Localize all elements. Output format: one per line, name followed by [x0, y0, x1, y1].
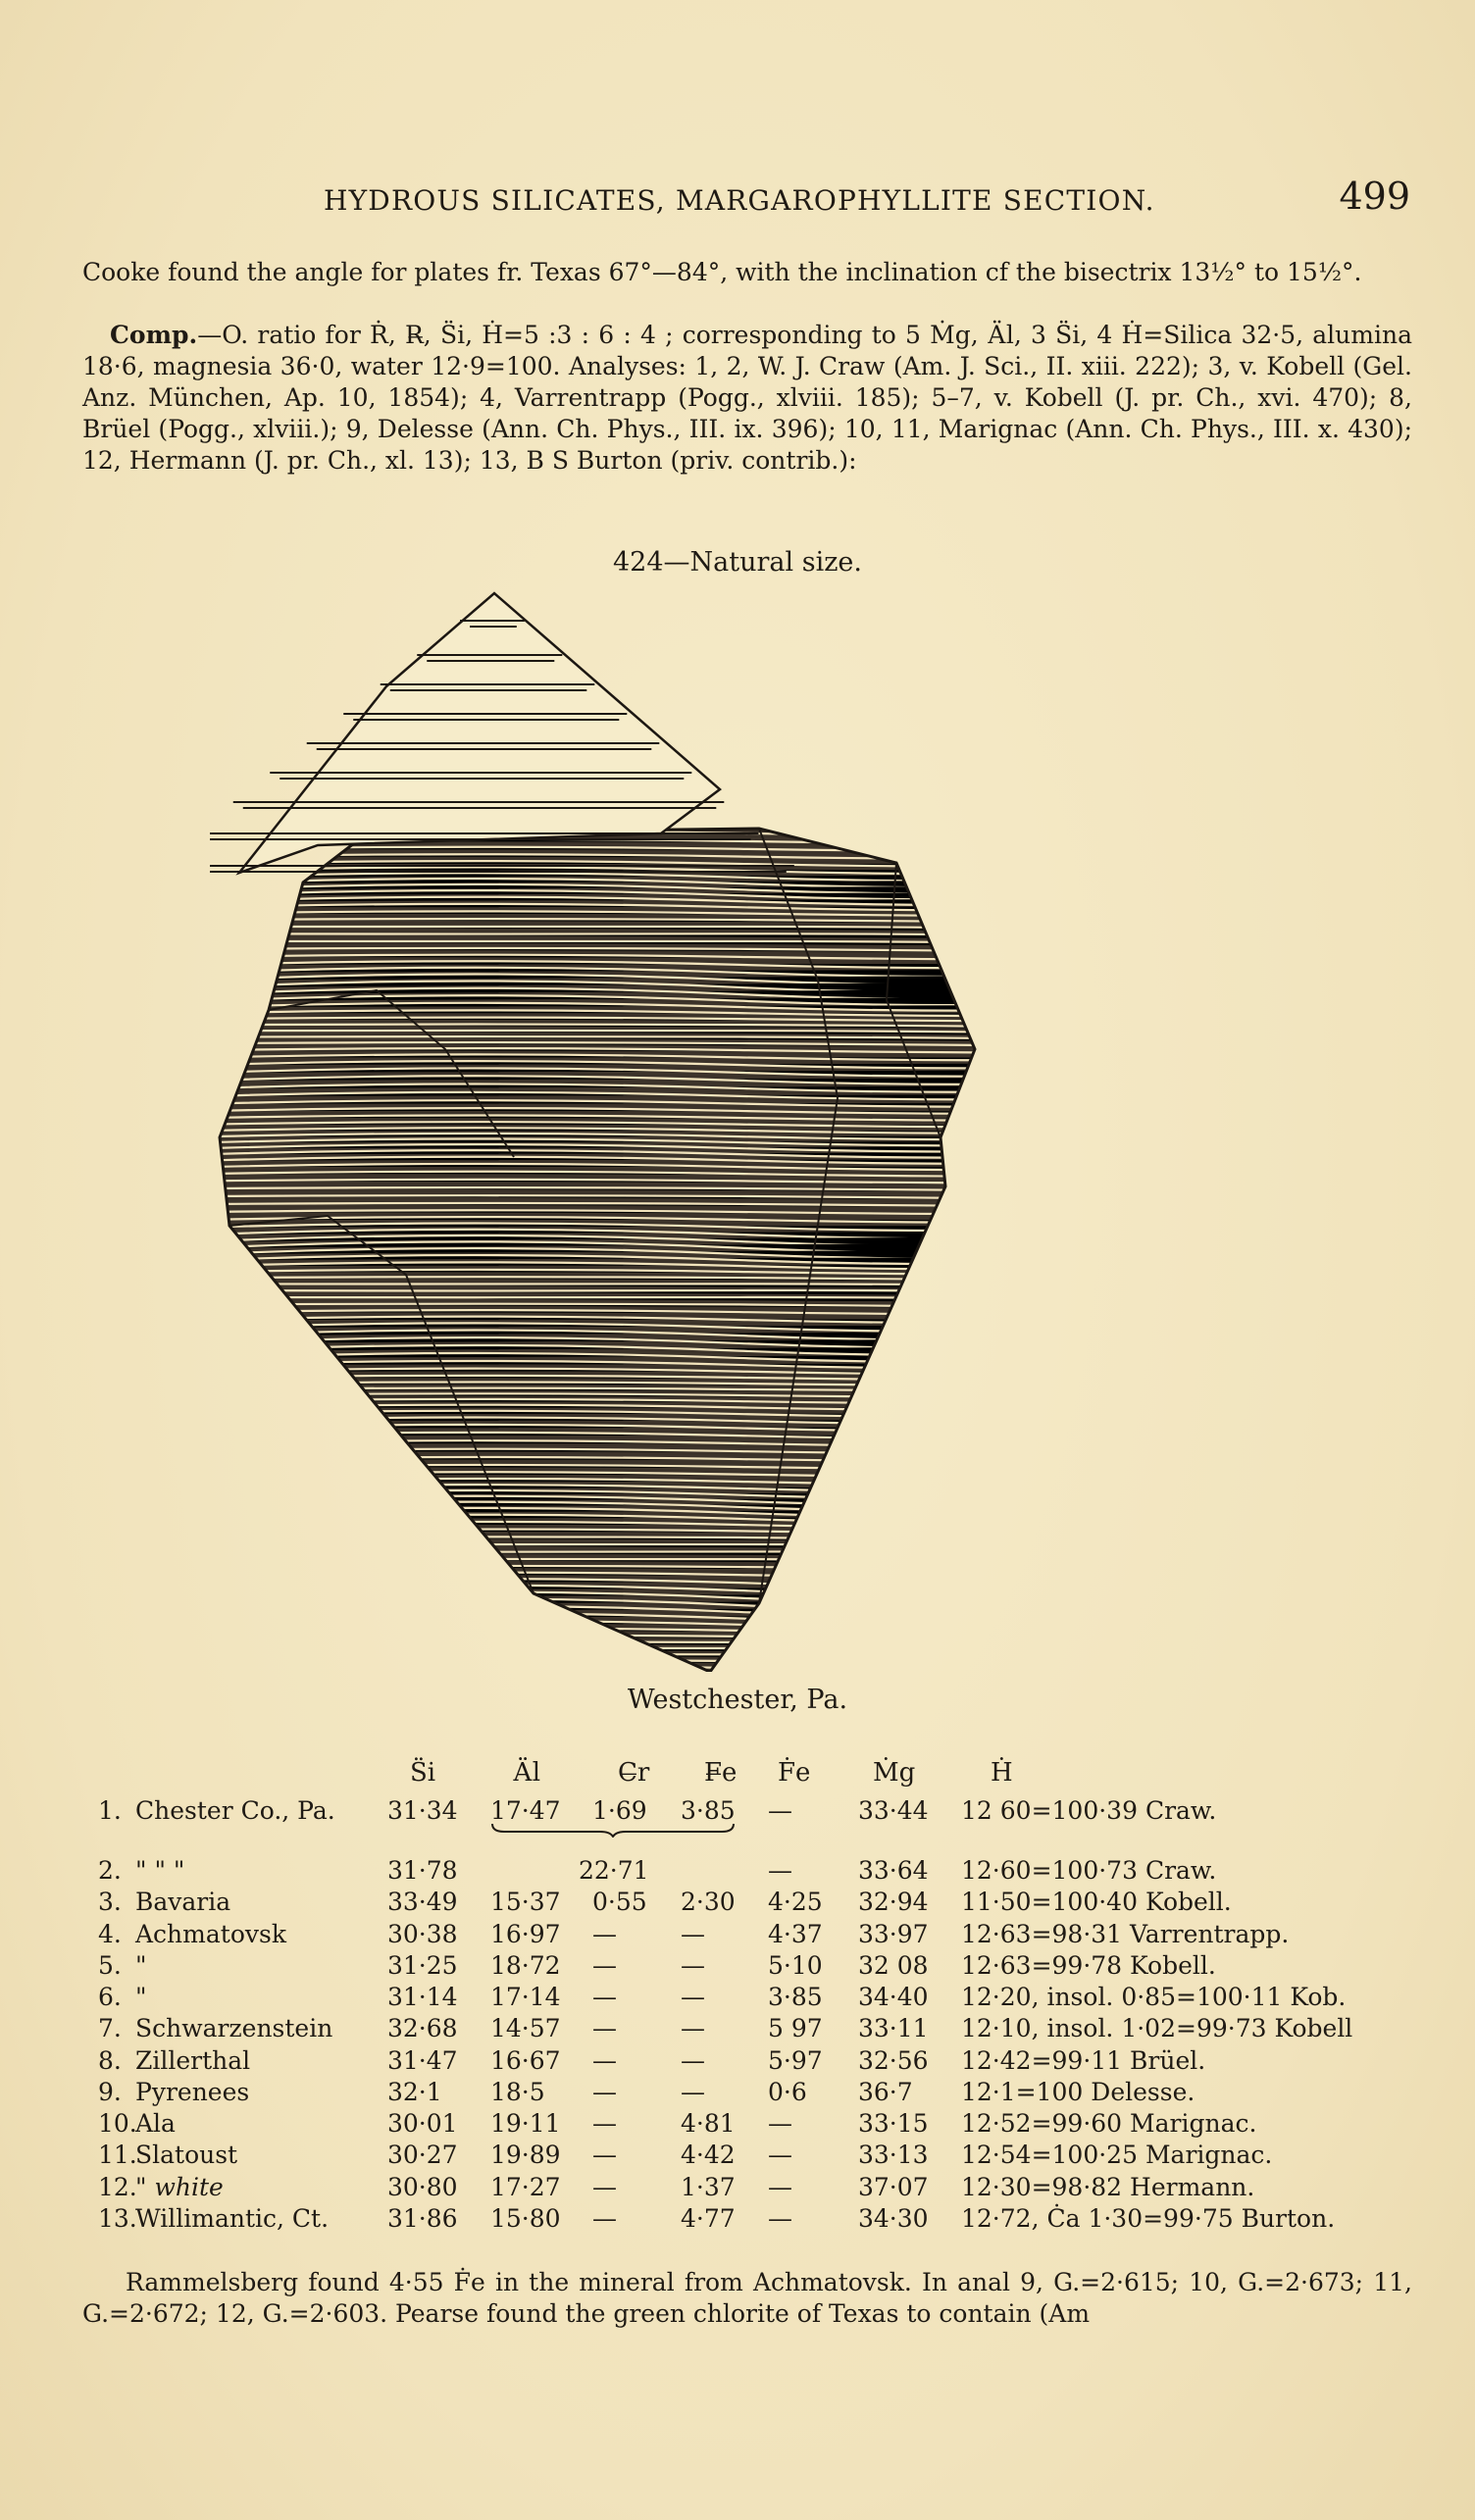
- hatch-line: [210, 1636, 1269, 1640]
- al-header: Ӓl: [513, 1758, 541, 1788]
- row-number: 13.: [98, 2204, 137, 2233]
- fe3-value: 3·85: [681, 1796, 736, 1825]
- fe2-value: 5·97: [768, 2046, 823, 2075]
- row-number: 7.: [98, 2014, 122, 2042]
- al-value: 18·5: [490, 2078, 545, 2106]
- row-number: 11.: [98, 2141, 137, 2169]
- fe2-header: Ḟe: [778, 1758, 811, 1788]
- fe2-value: 4·25: [768, 1888, 823, 1916]
- h-value: 12 60=100·39 Craw.: [961, 1796, 1217, 1825]
- si-value: 32·1: [387, 2078, 442, 2106]
- fe3-header: F̶e: [704, 1758, 738, 1788]
- intro-paragraph: Cooke found the angle for plates fr. Texas 67°—84°, with the inclination cf the bisectrix 13½° to 15½°.: [82, 258, 1362, 286]
- fe3-value: —: [681, 1983, 705, 2011]
- h-value: 12·52=99·60 Marignac.: [961, 2109, 1257, 2138]
- hatch-line: [210, 1666, 1269, 1671]
- si-value: 30·38: [387, 1920, 458, 1948]
- row-number: 3.: [98, 1888, 122, 1916]
- fe3-value: 1·37: [681, 2173, 736, 2201]
- cr-value: —: [592, 1920, 617, 1948]
- locality: Achmatovsk: [135, 1920, 286, 1948]
- fe3-value: 4·81: [681, 2109, 736, 2138]
- al-value: 17·47: [490, 1796, 561, 1825]
- fe2-value: —: [768, 2141, 792, 2169]
- al-value: 17·14: [490, 1983, 561, 2011]
- si-value: 31·34: [387, 1796, 458, 1825]
- si-header: S̈i: [410, 1758, 436, 1788]
- hatch-line: [210, 1648, 1269, 1654]
- h-header: Ḣ: [991, 1758, 1013, 1788]
- fe3-value: 4·77: [681, 2204, 736, 2233]
- fe3-value: 2·30: [681, 1888, 736, 1916]
- al-value: 16·97: [490, 1920, 561, 1948]
- locality: ": [135, 1983, 147, 2011]
- al-value: 16·67: [490, 2046, 561, 2075]
- locality: " " ": [135, 1856, 185, 1885]
- fe3-value: —: [681, 2046, 705, 2075]
- cr-value: 1·69: [592, 1796, 647, 1825]
- brace-combined-value: 22·71: [579, 1856, 649, 1885]
- h-value: 11·50=100·40 Kobell.: [961, 1888, 1232, 1916]
- fe2-value: 5·10: [768, 1951, 823, 1980]
- mg-header: Ṁg: [873, 1758, 916, 1788]
- h-value: 12·63=98·31 Varrentrapp.: [961, 1920, 1290, 1948]
- hatch-line: [210, 1641, 1269, 1647]
- mg-value: 32 08: [858, 1951, 929, 1980]
- mg-value: 33·97: [858, 1920, 929, 1948]
- h-value: 12·60=100·73 Craw.: [961, 1856, 1217, 1885]
- mg-value: 33·15: [858, 2109, 929, 2138]
- row-number: 5.: [98, 1951, 122, 1980]
- mg-value: 32·94: [858, 1888, 929, 1916]
- fe2-value: —: [768, 2173, 792, 2201]
- cr-value: —: [592, 2141, 617, 2169]
- fe2-value: —: [768, 1856, 792, 1885]
- cr-value: —: [592, 2173, 617, 2201]
- fe2-value: 3·85: [768, 1983, 823, 2011]
- row-number: 6.: [98, 1983, 122, 2011]
- cr-value: —: [592, 2014, 617, 2042]
- al-value: 19·11: [490, 2109, 561, 2138]
- row-number: 8.: [98, 2046, 122, 2075]
- locality: Willimantic, Ct.: [135, 2204, 330, 2233]
- mg-value: 34·30: [858, 2204, 929, 2233]
- si-value: 31·86: [387, 2204, 458, 2233]
- crystal-figure: [210, 588, 1269, 1672]
- fe3-value: —: [681, 1951, 705, 1980]
- mg-value: 33·11: [858, 2014, 929, 2042]
- fe2-value: —: [768, 2109, 792, 2138]
- figure-caption-top: 424—Natural size.: [613, 547, 862, 578]
- si-value: 30·01: [387, 2109, 458, 2138]
- si-value: 31·47: [387, 2046, 458, 2075]
- cr-value: —: [592, 2109, 617, 2138]
- h-value: 12·20, insol. 0·85=100·11 Kob.: [961, 1983, 1347, 2011]
- running-head: HYDROUS SILICATES, MARGAROPHYLLITE SECTION.: [324, 184, 1155, 217]
- al-value: 19·89: [490, 2141, 561, 2169]
- al-value: 17·27: [490, 2173, 561, 2201]
- row-number: 10.: [98, 2109, 137, 2138]
- mg-value: 33·13: [858, 2141, 929, 2169]
- al-value: 15·80: [490, 2204, 561, 2233]
- si-value: 31·78: [387, 1856, 458, 1885]
- locality: Zillerthal: [135, 2046, 251, 2075]
- al-value: 14·57: [490, 2014, 561, 2042]
- h-value: 12·42=99·11 Brüel.: [961, 2046, 1206, 2075]
- cr-value: —: [592, 1951, 617, 1980]
- locality: Slatoust: [135, 2141, 238, 2169]
- cr-value: —: [592, 2046, 617, 2075]
- page-number: 499: [1339, 175, 1410, 218]
- row-number: 1.: [98, 1796, 122, 1825]
- locality: Ala: [135, 2109, 176, 2138]
- mg-value: 33·44: [858, 1796, 929, 1825]
- hatch-line: [210, 1660, 1269, 1665]
- h-value: 12·30=98·82 Hermann.: [961, 2173, 1255, 2201]
- fe2-value: 4·37: [768, 1920, 823, 1948]
- fe2-value: 5 97: [768, 2014, 823, 2042]
- h-value: 12·63=99·78 Kobell.: [961, 1951, 1216, 1980]
- fe2-value: 0·6: [768, 2078, 807, 2106]
- locality: Pyrenees: [135, 2078, 250, 2106]
- mg-value: 34·40: [858, 1983, 929, 2011]
- closing-paragraph: Rammelsberg found 4·55 Ḟe in the mineral from Achmatovsk. In anal 9, G.=2·615; 10, G.=2·673; 11, G.=2·672; 12, G.=2·603. Pearse found the green chlorite of Texas to contain (Am: [82, 2268, 1412, 2328]
- row-number: 9.: [98, 2078, 122, 2106]
- locality: Chester Co., Pa.: [135, 1796, 335, 1825]
- fe3-value: —: [681, 1920, 705, 1948]
- si-value: 32·68: [387, 2014, 458, 2042]
- si-value: 33·49: [387, 1888, 458, 1916]
- page-header: [80, 175, 1414, 224]
- row-number: 2.: [98, 1856, 122, 1885]
- si-value: 30·27: [387, 2141, 458, 2169]
- cr-value: —: [592, 2078, 617, 2106]
- cr-header: C̶r: [618, 1758, 650, 1788]
- h-value: 12·54=100·25 Marignac.: [961, 2141, 1273, 2169]
- comp-label: Comp.: [110, 321, 198, 349]
- fe3-value: 4·42: [681, 2141, 736, 2169]
- si-value: 31·14: [387, 1983, 458, 2011]
- al-value: 15·37: [490, 1888, 561, 1916]
- locality: ": [135, 1951, 147, 1980]
- fe2-value: —: [768, 2204, 792, 2233]
- locality: Bavaria: [135, 1888, 231, 1916]
- si-value: 30·80: [387, 2173, 458, 2201]
- si-value: 31·25: [387, 1951, 458, 1980]
- h-value: 12·10, insol. 1·02=99·73 Kobell: [961, 2014, 1353, 2042]
- mg-value: 36·7: [858, 2078, 913, 2106]
- al-value: 18·72: [490, 1951, 561, 1980]
- h-value: 12·72, Ċa 1·30=99·75 Burton.: [961, 2204, 1336, 2233]
- h-value: 12·1=100 Delesse.: [961, 2078, 1195, 2106]
- fe3-value: —: [681, 2014, 705, 2042]
- fe3-value: —: [681, 2078, 705, 2106]
- mg-value: 37·07: [858, 2173, 929, 2201]
- hatch-line: [210, 1654, 1269, 1660]
- cr-value: —: [592, 1983, 617, 2011]
- row-number: 4.: [98, 1920, 122, 1948]
- row-number: 12.: [98, 2173, 137, 2201]
- crystal-illustration: [210, 588, 1269, 1672]
- composition-paragraph: [82, 320, 1412, 477]
- locality: " white: [135, 2173, 224, 2201]
- figure-caption-bottom: Westchester, Pa.: [627, 1685, 848, 1715]
- mg-value: 33·64: [858, 1856, 929, 1885]
- table-brace: [490, 1822, 736, 1838]
- fe2-value: —: [768, 1796, 792, 1825]
- locality: Schwarzenstein: [135, 2014, 333, 2042]
- cr-value: 0·55: [592, 1888, 647, 1916]
- cr-value: —: [592, 2204, 617, 2233]
- comp-text: —O. ratio for Ṙ, R̶, S̈i, Ḣ=5 :3 : 6 : 4 ; corresponding to 5 Ṁg, Ӓl, 3 S̈i, 4 Ḣ=Silica 32·5, alumina 18·6, magnesia 36·0, water 12·9=100. Analyses: 1, 2, W. J. Craw (Am. J. Sci., II. xiii. 222); 3, v. Kobell (Gel. Anz. München, Ap. 10, 1854); 4, Varrentrapp (Pogg., xlviii. 185); 5–7, v. Kobell (J. pr. Ch., xvi. 470); 8, Brüel (Pogg., xlviii.); 9, Delesse (Ann. Ch. Phys., III. ix. 396); 10, 11, Marignac (Ann. Ch. Phys., III. x. 430); 12, Hermann (J. pr. Ch., xl. 13); 13, B S Burton (priv. contrib.):: [82, 321, 1412, 475]
- mg-value: 32·56: [858, 2046, 929, 2075]
